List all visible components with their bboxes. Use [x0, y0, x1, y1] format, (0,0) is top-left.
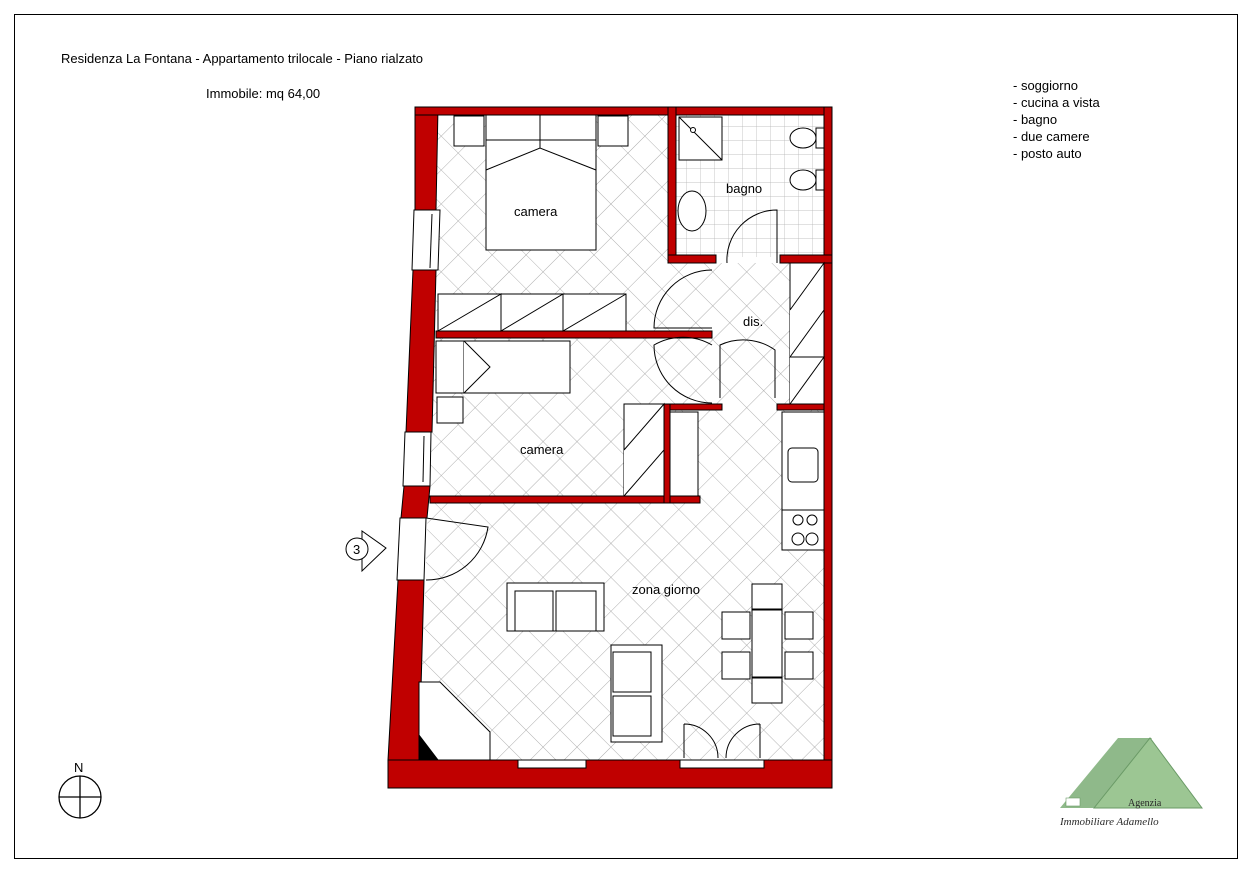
logo-text-name: Immobiliare Adamello [1060, 816, 1159, 828]
feature-item: - due camere [1013, 129, 1090, 144]
compass-label: N [74, 760, 84, 775]
room-label-camera: camera [514, 204, 558, 219]
plan-title: Residenza La Fontana - Appartamento trilocale - Piano rialzato [61, 51, 424, 66]
area-label: Immobile: mq 64,00 [206, 86, 321, 101]
room-label-bagno: bagno [726, 181, 763, 196]
feature-item: - bagno [1013, 112, 1058, 127]
compass-icon [59, 776, 101, 818]
entrance-marker-label: 3 [353, 542, 361, 557]
feature-item: - cucina a vista [1013, 95, 1100, 110]
agency-logo [1059, 738, 1202, 828]
room-label-dis: dis. [743, 314, 764, 329]
entrance-marker-icon [346, 531, 386, 571]
feature-item: - soggiorno [1013, 78, 1079, 93]
feature-item: - posto auto [1013, 146, 1082, 161]
room-label-camera: camera [520, 442, 564, 457]
logo-text-agenzia: Agenzia [1128, 798, 1162, 809]
room-label-zona-giorno: zona giorno [632, 582, 700, 597]
